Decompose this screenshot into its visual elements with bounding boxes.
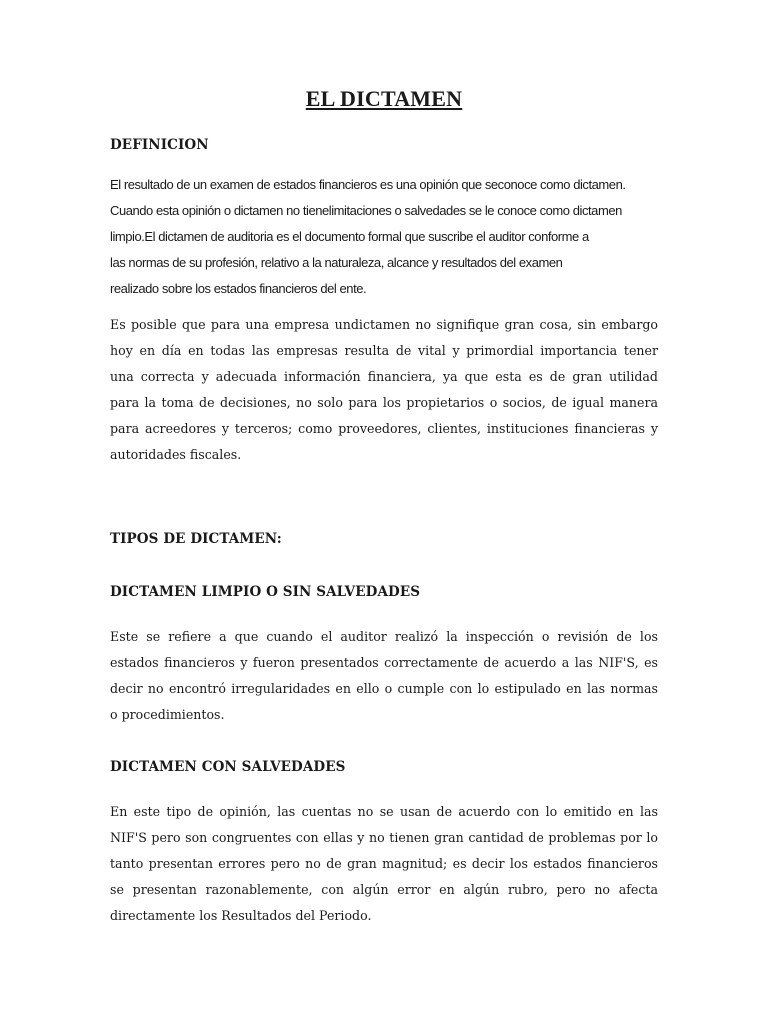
definition-heading: DEFINICION: [110, 137, 209, 153]
text-line: las normas de su profesión, relativo a la naturaleza, alcance y resultados del examen: [110, 255, 563, 270]
document-title: EL DICTAMEN: [305, 86, 463, 111]
clean-opinion-heading: DICTAMEN LIMPIO O SIN SALVEDADES: [110, 584, 421, 600]
text-line: decir no encontró irregularidades en ello o cumple con lo estipulado en las normas: [110, 681, 658, 696]
text-line: para acreedores y terceros; como proveedores, clientes, instituciones financieras y: [110, 421, 658, 436]
text-line: El resultado de un examen de estados financieros es una opinión que seconoce como dictamen.: [110, 177, 626, 192]
text-line: o procedimientos.: [110, 707, 225, 722]
definition-paragraph-2: [110, 312, 658, 468]
text-line: autoridades fiscales.: [110, 447, 242, 462]
text-line: En este tipo de opinión, las cuentas no se usan de acuerdo con lo emitido en las: [110, 804, 658, 819]
text-line: hoy en día en todas las empresas resulta de vital y primordial importancia tener: [110, 343, 658, 358]
qualified-opinion-heading: DICTAMEN CON SALVEDADES: [110, 759, 346, 775]
clean-opinion-paragraph: [110, 624, 658, 728]
text-line: realizado sobre los estados financieros del ente.: [110, 281, 367, 296]
text-line: para la toma de decisiones, no solo para los propietarios o socios, de igual manera: [110, 395, 658, 410]
text-line: Es posible que para una empresa undictamen no signifique gran cosa, sin embargo: [110, 317, 658, 332]
text-line: directamente los Resultados del Periodo.: [110, 908, 372, 923]
text-line: Este se refiere a que cuando el auditor realizó la inspección o revisión de los: [110, 629, 658, 644]
text-line: se presentan razonablemente, con algún error en algún rubro, pero no afecta: [110, 882, 658, 897]
qualified-opinion-paragraph: [110, 799, 658, 929]
text-line: una correcta y adecuada información financiera, ya que esta es de gran utilidad: [110, 369, 658, 384]
text-line: NIF'S pero son congruentes con ellas y no tienen gran cantidad de problemas por lo: [110, 830, 658, 845]
types-heading: TIPOS DE DICTAMEN:: [110, 531, 282, 547]
text-line: tanto presentan errores pero no de gran magnitud; es decir los estados financieros: [110, 856, 658, 871]
text-line: Cuando esta opinión o dictamen no tienelimitaciones o salvedades se le conoce como dictamen: [110, 203, 622, 218]
text-line: limpio.El dictamen de auditoria es el documento formal que suscribe el auditor conforme a: [110, 229, 589, 244]
definition-paragraph-1: [110, 172, 658, 302]
text-line: estados financieros y fueron presentados correctamente de acuerdo a las NIF'S, es: [110, 655, 658, 670]
